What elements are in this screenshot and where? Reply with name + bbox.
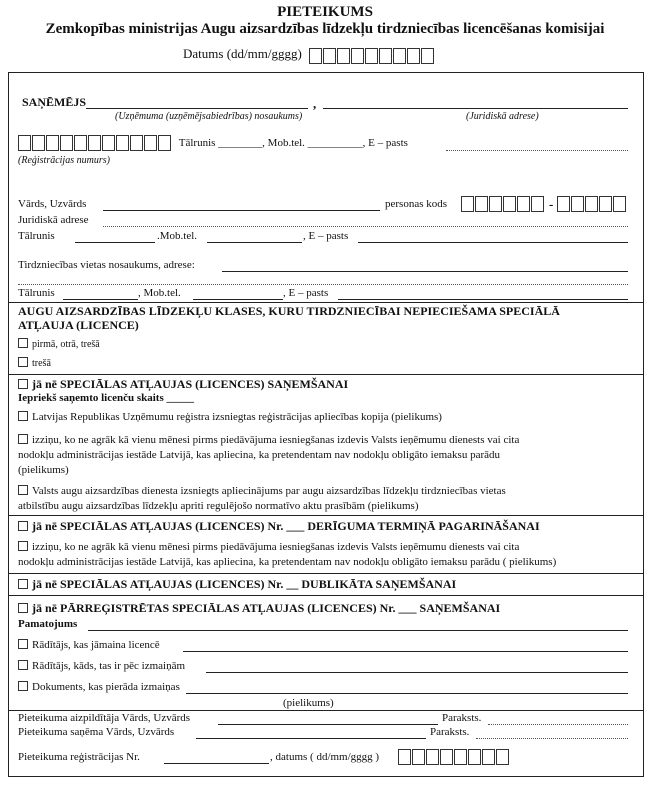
- person-email-label: , E – pasts: [303, 230, 349, 242]
- class-option-1[interactable]: pirmā, otrā, trešā: [18, 338, 100, 350]
- shop-mob-label: , Mob.tel.: [138, 287, 181, 299]
- receive-item-3-line-2: atbilstību augu aizsardzības līdzekļu apriti regulējošo normatīvo aktu prasībām (pielikums): [18, 500, 419, 512]
- date-field: [183, 46, 435, 64]
- checkbox-icon[interactable]: [18, 338, 28, 348]
- checkbox-icon[interactable]: [18, 579, 28, 589]
- reg-number-row: [18, 135, 408, 151]
- divider: [8, 302, 644, 303]
- divider: [8, 573, 644, 574]
- checkbox-icon[interactable]: [18, 357, 28, 367]
- filler-name-line[interactable]: [218, 724, 438, 725]
- divider: [8, 710, 644, 711]
- recipient-phone-line: Tālrunis ________, Mob.tel. __________, E – pasts: [178, 136, 408, 149]
- rereg-item-2[interactable]: Rādītājs, kāds, tas ir pēc izmaiņām: [18, 660, 185, 672]
- receive-item-2-line-3: (pielikums): [18, 464, 69, 476]
- classes-heading-1: AUGU AIZSARDZĪBAS LĪDZEKĻU KLASES, KURU TIRDZNIECĪBAI NEPIECIEŠAMA SPECIĀLĀ: [18, 304, 560, 318]
- checkbox-icon[interactable]: [18, 541, 28, 551]
- checkbox-icon[interactable]: [18, 411, 28, 421]
- shop-label: Tirdzniecības vietas nosaukums, adrese:: [18, 259, 195, 271]
- filler-sign-line[interactable]: [488, 724, 628, 725]
- shop-address-line-1[interactable]: [222, 271, 628, 272]
- duplicate-heading: jā nē SPECIĀLAS ATĻAUJAS (LICENCES) Nr. __ DUBLIKĀTA SAŅEMŠANAI: [18, 577, 456, 592]
- company-line[interactable]: [86, 108, 308, 109]
- receive-item-2[interactable]: izziņu, ko ne agrāk kā vienu mēnesi pirms piedāvājuma iesniegšanas izdevis Valsts ieņēmumu dienests vai cita: [18, 434, 519, 446]
- shop-phone-label: Tālrunis: [18, 287, 55, 299]
- shop-email-line[interactable]: [338, 299, 628, 300]
- checkbox-icon[interactable]: [18, 681, 28, 691]
- shop-phone-line[interactable]: [63, 299, 138, 300]
- receive-prev-count: Iepriekš saņemto licenču skaits _____: [18, 392, 194, 404]
- frame-bottom: [8, 776, 644, 777]
- frame-left: [8, 72, 9, 776]
- reg-caption: (Reģistrācijas numurs): [18, 155, 110, 166]
- receive-item-1[interactable]: Latvijas Republikas Uzņēmumu reģistra izsniegtas reģistrācijas apliecības kopija (pielikums): [18, 411, 442, 423]
- rereg-basis-line[interactable]: [88, 630, 628, 631]
- filler-sign-label: Paraksts.: [442, 712, 482, 724]
- receive-item-3[interactable]: Valsts augu aizsardzības dienesta izsniegts apliecinājums par augu aizsardzības līdzekļu tirdzniecības vietas: [18, 485, 506, 497]
- person-mob-label: .Mob.tel.: [157, 230, 198, 242]
- extend-heading: jā nē SPECIĀLAS ATĻAUJAS (LICENCES) Nr. ___ DERĪGUMA TERMIŅĀ PAGARINĀŠANAI: [18, 519, 540, 534]
- checkbox-icon[interactable]: [18, 521, 28, 531]
- recipient-label: SAŅĒMĒJS: [22, 95, 87, 109]
- person-name-line[interactable]: [103, 210, 380, 211]
- date-boxes[interactable]: [309, 47, 435, 64]
- receive-heading: jā nē SPECIĀLAS ATĻAUJAS (LICENCES) SAŅEMŠANAI: [18, 377, 348, 392]
- checkbox-icon[interactable]: [18, 379, 28, 389]
- shop-address-line-2[interactable]: [18, 284, 628, 285]
- reg-number-boxes[interactable]: [18, 135, 172, 151]
- checkbox-icon[interactable]: [18, 485, 28, 495]
- person-address-line[interactable]: [103, 226, 628, 227]
- extend-item-1-line-2: nodokļu administrācijas iestāde Latvijā, kas apliecina, ka pretendentam nav nodokļu obligāto iemaksu parādu ( pielikums): [18, 556, 557, 568]
- checkbox-icon[interactable]: [18, 434, 28, 444]
- divider: [8, 515, 644, 516]
- shop-mob-line[interactable]: [193, 299, 283, 300]
- footer-date-label: , datums ( dd/mm/gggg ): [270, 751, 380, 763]
- personal-code-label: personas kods: [385, 198, 448, 210]
- recipient-email-line[interactable]: [446, 150, 628, 151]
- footer-date-boxes[interactable]: [398, 748, 510, 766]
- rereg-item-3-line[interactable]: [186, 693, 628, 694]
- receive-item-2-line-2: nodokļu administrācijas iestāde Latvijā, kas apliecina, ka pretendentam nav nodokļu obligāto iemaksu parādu: [18, 449, 501, 461]
- receiver-sign-line[interactable]: [476, 738, 628, 739]
- rereg-attachment: (pielikums): [283, 697, 334, 709]
- reg-nr-line[interactable]: [164, 763, 269, 764]
- rereg-basis-label: Pamatojums: [18, 618, 78, 630]
- date-label: Datums (dd/mm/gggg): [183, 46, 302, 61]
- person-phone-label: Tālrunis: [18, 230, 55, 242]
- reg-nr-label: Pieteikuma reģistrācijas Nr.: [18, 751, 140, 763]
- address-caption: (Juridiskā adrese): [466, 111, 539, 122]
- rereg-item-1[interactable]: Rādītājs, kas jāmaina licencē: [18, 639, 160, 651]
- divider: [8, 595, 644, 596]
- frame-right: [643, 72, 644, 776]
- frame-top: [8, 72, 644, 73]
- receiver-sign-label: Paraksts.: [430, 726, 470, 738]
- rereg-item-1-line[interactable]: [183, 651, 628, 652]
- rereg-item-2-line[interactable]: [206, 672, 628, 673]
- rereg-heading: jā nē PĀRREĢISTRĒTAS SPECIĀLAS ATĻAUJAS (LICENCES) Nr. ___ SAŅEMŠANAI: [18, 601, 500, 616]
- filler-label: Pieteikuma aizpildītāja Vārds, Uzvārds: [18, 712, 191, 724]
- company-caption: (Uzņēmuma (uzņēmējsabiedrības) nosaukums): [115, 111, 303, 122]
- comma: ,: [313, 96, 317, 111]
- divider: [8, 374, 644, 375]
- person-email-line[interactable]: [358, 242, 628, 243]
- checkbox-icon[interactable]: [18, 639, 28, 649]
- rereg-item-3[interactable]: Dokuments, kas pierāda izmaiņas: [18, 681, 180, 693]
- receiver-name-line[interactable]: [196, 738, 426, 739]
- personal-code-boxes[interactable]: -: [461, 195, 627, 213]
- form-subtitle: Zemkopības ministrijas Augu aizsardzības līdzekļu tirdzniecības licencēšanas komisijai: [45, 21, 605, 37]
- checkbox-icon[interactable]: [18, 603, 28, 613]
- classes-heading-2: ATĻAUJA (LICENCE): [18, 318, 139, 332]
- receiver-label: Pieteikuma saņēma Vārds, Uzvārds: [18, 726, 175, 738]
- person-name-label: Vārds, Uzvārds: [18, 198, 87, 210]
- extend-item-1[interactable]: izziņu, ko ne agrāk kā vienu mēnesi pirms piedāvājuma iesniegšanas izdevis Valsts ieņēmumu dienests vai cita: [18, 541, 519, 553]
- person-mob-line[interactable]: [207, 242, 302, 243]
- address-line[interactable]: [323, 108, 628, 109]
- person-address-label: Juridiskā adrese: [18, 214, 89, 226]
- form-title: PIETEIKUMS: [277, 4, 373, 20]
- checkbox-icon[interactable]: [18, 660, 28, 670]
- shop-email-label: , E – pasts: [283, 287, 329, 299]
- person-phone-line[interactable]: [75, 242, 155, 243]
- class-option-2[interactable]: trešā: [18, 357, 51, 369]
